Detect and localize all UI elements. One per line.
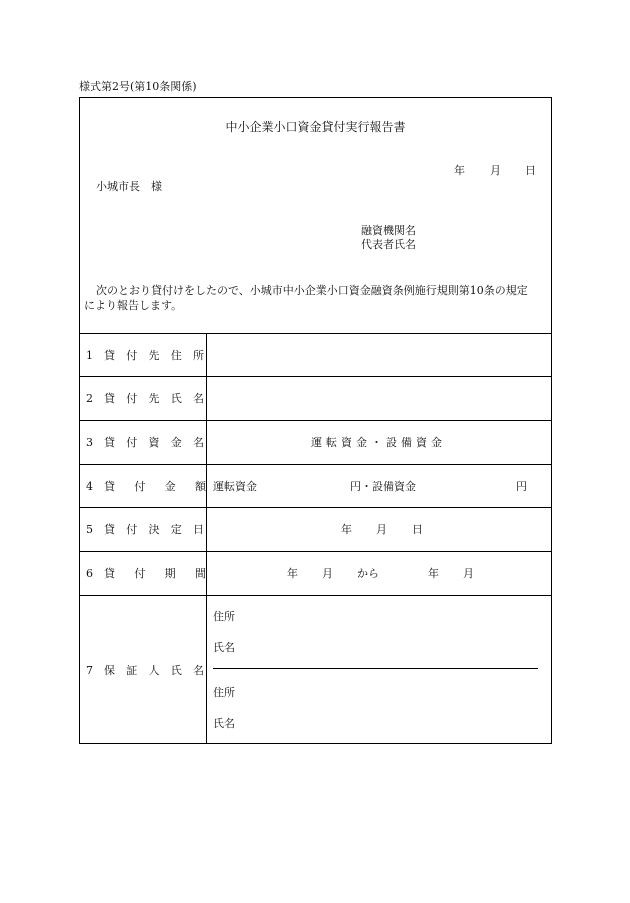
period-end-year: 年	[428, 567, 439, 580]
fund-type-value: 運転資金・設備資金	[311, 436, 446, 449]
row-divider	[80, 420, 551, 421]
period-from: から	[357, 567, 379, 580]
row-guarantor-name-label: 7 保証人氏名	[86, 664, 206, 677]
decision-day: 日	[412, 523, 423, 536]
form-number-label: 様式第2号(第10条関係)	[79, 80, 197, 93]
guarantor-divider	[213, 668, 538, 669]
period-start-year: 年	[287, 567, 298, 580]
row-borrower-name-label: 2 貸付先氏名	[86, 392, 206, 405]
decision-year: 年	[341, 523, 352, 536]
row-fund-name-label: 3 貸付資金名	[86, 436, 206, 449]
row-divider	[80, 376, 551, 377]
guarantor-1-name-label: 氏名	[213, 641, 235, 654]
row-divider	[80, 551, 551, 552]
representative-name-label: 代表者氏名	[361, 238, 416, 251]
row-loan-amount-label: 4 貸付金額	[86, 480, 206, 493]
operating-fund-unit: 円・設備資金	[350, 480, 416, 493]
institution-name-label: 融資機関名	[361, 224, 416, 237]
row-decision-date-label: 5 貸付決定日	[86, 523, 206, 536]
period-end-month: 月	[463, 567, 474, 580]
date-month: 月	[490, 164, 501, 177]
report-form	[79, 97, 552, 744]
row-borrower-address-label: 1 貸付先住所	[86, 349, 206, 362]
guarantor-1-address-label: 住所	[213, 610, 235, 623]
addressee: 小城市長 様	[96, 180, 162, 193]
period-start-month: 月	[322, 567, 333, 580]
decision-month: 月	[376, 523, 387, 536]
guarantor-2-name-label: 氏名	[213, 717, 235, 730]
row-divider	[80, 507, 551, 508]
statement-line-1: 次のとおり貸付けをしたので、小城市中小企業小口資金融資条例施行規則第10条の規定	[96, 284, 528, 297]
form-title: 中小企業小口資金貸付実行報告書	[225, 120, 406, 134]
row-loan-period-label: 6 貸付期間	[86, 567, 206, 580]
row-divider	[80, 595, 551, 596]
guarantor-2-address-label: 住所	[213, 686, 235, 699]
table-top-border	[80, 333, 551, 334]
date-day: 日	[525, 164, 536, 177]
date-year: 年	[454, 164, 465, 177]
operating-fund-label: 運転資金	[213, 480, 257, 493]
row-divider	[80, 464, 551, 465]
statement-line-2: により報告します。	[84, 299, 183, 312]
equipment-fund-unit: 円	[516, 480, 527, 493]
table-column-divider	[206, 333, 207, 743]
